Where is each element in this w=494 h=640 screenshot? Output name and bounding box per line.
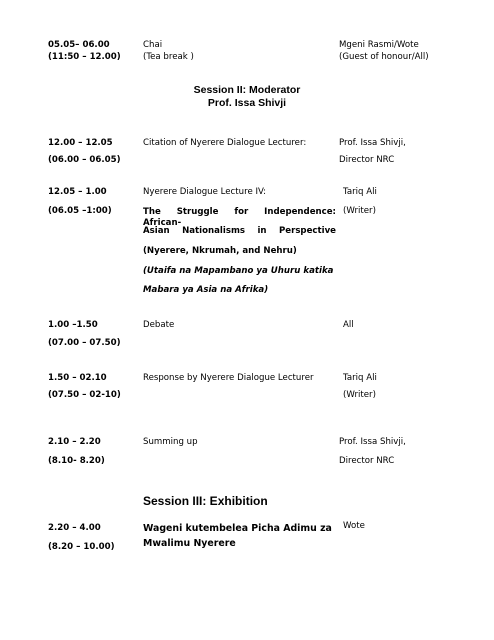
time: 2.20 – 4.00 [48, 523, 101, 533]
time-alt: (8.20 – 10.00) [48, 542, 115, 552]
activity: Wageni kutembelea Picha Adimu za [143, 523, 332, 534]
time-alt: (07.50 – 02-10) [48, 390, 121, 400]
activity: Chai [143, 40, 163, 50]
session2-moderator: Prof. Issa Shivji [207, 97, 287, 109]
person: Tariq Ali [343, 187, 377, 197]
lecture-title-line: Asian Nationalisms in Perspective [143, 226, 336, 236]
person-alt: (Guest of honour/All) [339, 52, 429, 62]
person: Tariq Ali [343, 373, 377, 383]
session3-title: Session III: Exhibition [143, 494, 268, 508]
time: 12.05 – 1.00 [48, 187, 107, 197]
person: Prof. Issa Shivji, [339, 138, 406, 148]
time-alt: (8.10- 8.20) [48, 456, 105, 466]
time-alt: (11:50 – 12.00) [48, 52, 121, 62]
time-alt: (06.00 – 06.05) [48, 155, 121, 165]
person: Prof. Issa Shivji, [339, 437, 406, 447]
lecture-swahili-line: (Utaifa na Mapambano ya Uhuru katika [143, 266, 334, 276]
activity: Response by Nyerere Dialogue Lecturer [143, 373, 314, 383]
time: 05.05– 06.00 [48, 40, 110, 50]
activity: Citation of Nyerere Dialogue Lecturer: [143, 138, 307, 148]
person-alt: (Writer) [343, 390, 376, 400]
session2-title: Session II: Moderator [193, 84, 301, 96]
activity-alt: (Tea break ) [143, 52, 194, 62]
lecture-title-line: The Struggle for Independence: African- [143, 207, 336, 228]
person-alt: Director NRC [339, 155, 395, 165]
person: All [343, 320, 354, 330]
person: Wote [343, 521, 365, 531]
lecture-title-line: (Nyerere, Nkrumah, and Nehru) [143, 246, 297, 256]
activity: Nyerere Dialogue Lecture IV: [143, 187, 267, 197]
time-alt: (07.00 – 07.50) [48, 338, 121, 348]
activity: Debate [143, 320, 175, 330]
time: 1.50 – 02.10 [48, 373, 107, 383]
activity-line-2: Mwalimu Nyerere [143, 538, 236, 549]
person-alt: Director NRC [339, 456, 395, 466]
time: 12.00 – 12.05 [48, 138, 113, 148]
time-alt: (06.05 –1:00) [48, 206, 112, 216]
lecture-swahili-line: Mabara ya Asia na Afrika) [143, 285, 269, 295]
activity: Summing up [143, 437, 198, 447]
time: 1.00 –1.50 [48, 320, 98, 330]
time: 2.10 – 2.20 [48, 437, 101, 447]
person: Mgeni Rasmi/Wote [339, 40, 419, 50]
person-alt: (Writer) [343, 206, 376, 216]
